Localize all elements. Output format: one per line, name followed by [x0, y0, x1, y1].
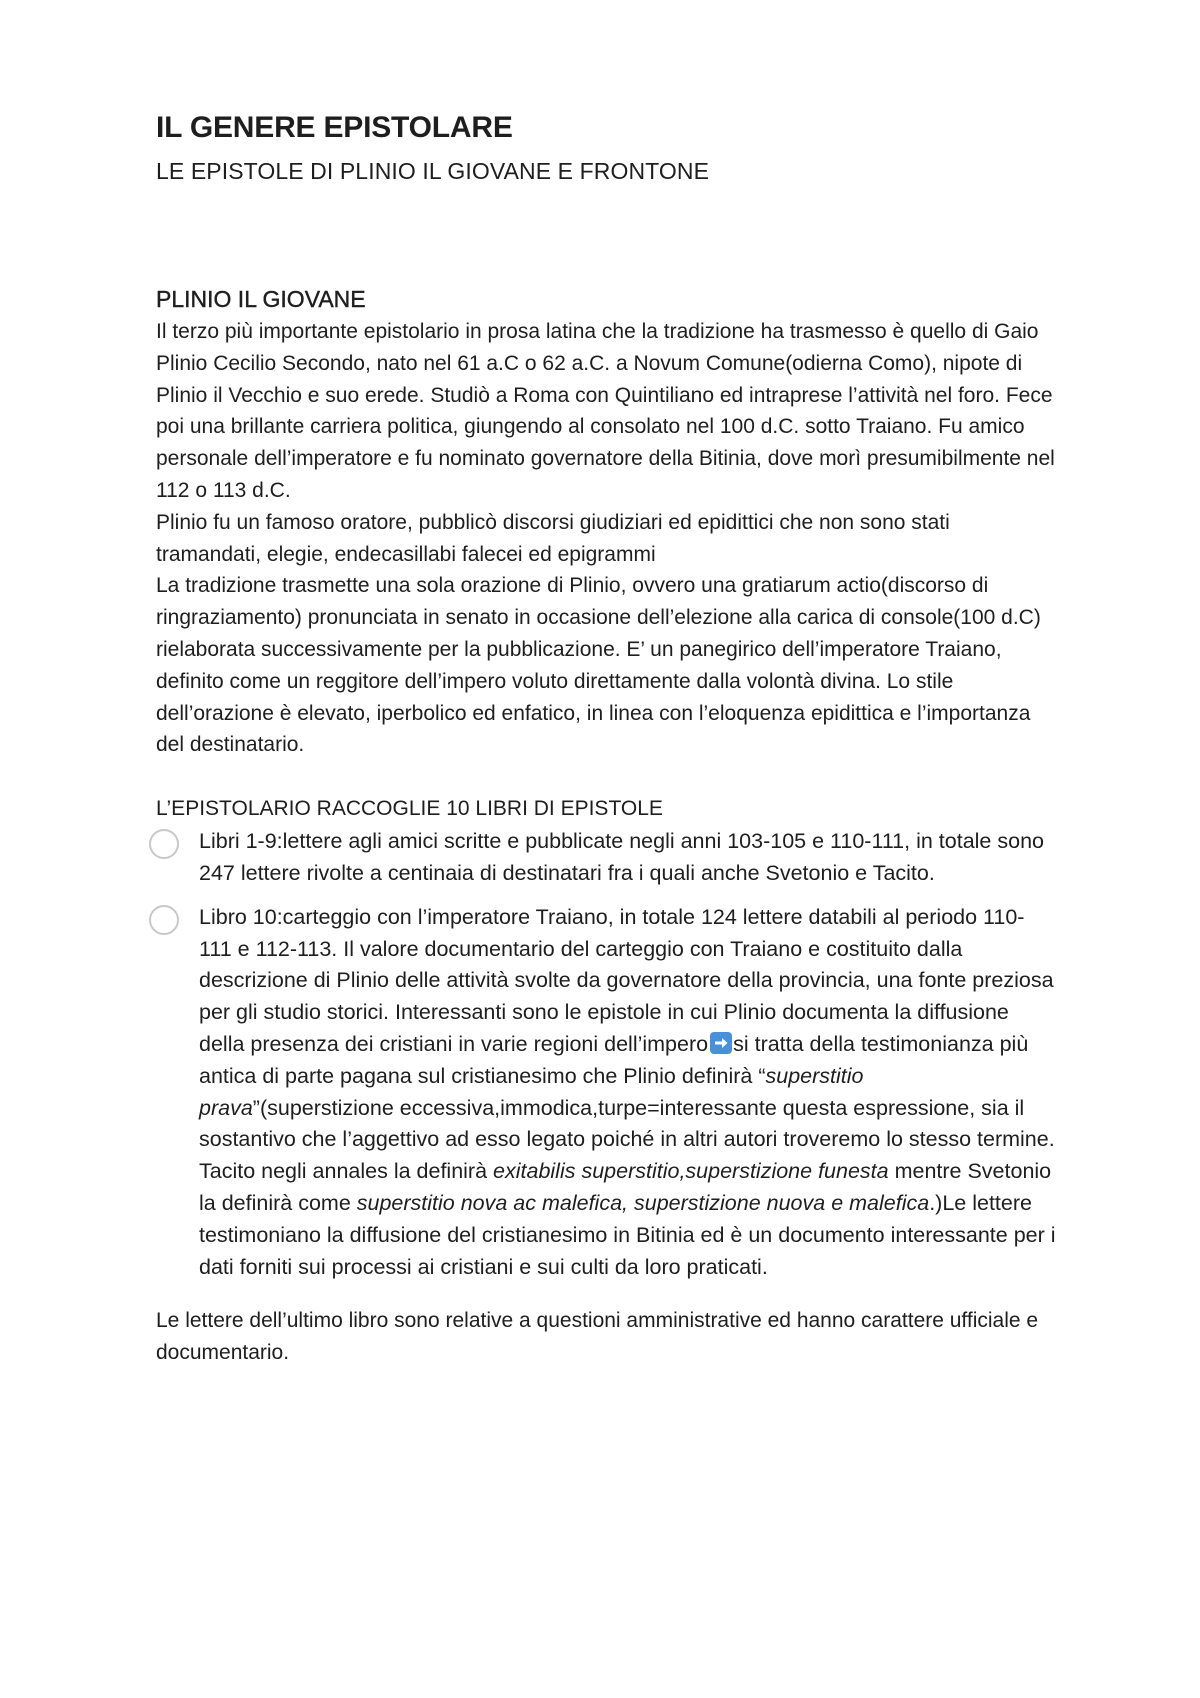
text-segment: mentre Svetonio la definirà come — [199, 1159, 1052, 1215]
text-segment: .)Le lettere testimoniano la diffusione del cristianesimo in Bitinia ed è un documento interessante per i dati forniti sui processi ai cristiani e sui culti da loro praticati. — [199, 1190, 1056, 1279]
paragraph: La tradizione trasmette una sola orazione di Plinio, ovvero una gratiarum actio(discorso di ringraziamento) pronunciata in senato in occasione dell’elezione alla carica di console(100 d.C) rielaborata successivamente per la pubblicazione. E’ un panegirico dell’imperatore Traiano, definito come un reggitore dell’impero voluto direttamente dalla volontà divina. Lo stile dell’orazione è elevato, iperbolico ed enfatico, in linea con l’eloquenza epidittica e l’importanza del destinatario. — [156, 574, 1041, 757]
text-segment: si tratta della testimonianza più antica di parte pagana sul cristianesimo che Plinio definirà “ — [199, 1031, 1029, 1088]
closing-paragraph: Le lettere dell’ultimo libro sono relative a questioni amministrative ed hanno carattere ufficiale e documentario. — [156, 1309, 1039, 1365]
checklist-item-text — [199, 905, 1056, 1279]
checklist-item-text: Libri 1-9:lettere agli amici scritte e pubblicate negli anni 103-105 e 110-111, in totale sono 247 lettere rivolte a centinaia di destinatari fra i quali anche Svetonio e Tacito. — [199, 829, 1044, 885]
italic-term: exitabilis superstitio,superstizione funesta — [493, 1159, 889, 1184]
list-heading: L’EPISTOLARIO RACCOGLIE 10 LIBRI DI EPISTOLE — [156, 797, 663, 821]
text-segment: Libro 10:carteggio con l’imperatore Traiano, in totale 124 lettere databili al periodo 110-111 e 112-113. Il valore documentario del carteggio con Traiano e costituito dalla descrizione di Plinio delle attività svolte da governatore della provincia, una fonte preziosa per gli studio storici. Interessanti sono le epistole in cui Plinio documenta la diffusione della presenza dei cristiani in varie regioni dell’impero — [199, 904, 1054, 1056]
document-subtitle: LE EPISTOLE DI PLINIO IL GIOVANE E FRONTONE — [156, 158, 710, 184]
section-heading: PLINIO IL GIOVANE — [156, 286, 366, 312]
checkbox-circle-icon[interactable] — [149, 905, 179, 935]
document-title: IL GENERE EPISTOLARE — [156, 111, 513, 144]
checklist — [156, 826, 1056, 1283]
section-body — [156, 316, 1056, 761]
checkbox-circle-icon[interactable] — [149, 829, 179, 859]
text-segment: ”(superstizione eccessiva,immodica,turpe=interessante questa espressione, sia il sostantivo che l’aggettivo ad esso legato poiché in altri autori troveremo lo stesso termine. Tacito negli annales la definirà — [199, 1095, 1055, 1184]
checklist-item — [156, 826, 1056, 890]
italic-term: superstitio prava — [199, 1063, 864, 1120]
right-arrow-icon — [710, 1032, 732, 1054]
paragraph: Plinio fu un famoso oratore, pubblicò discorsi giudiziari ed epidittici che non sono stati tramandati, elegie, endecasillabi falecei ed epigrammi — [156, 510, 950, 566]
checklist-item — [156, 902, 1056, 1284]
italic-term: superstitio nova ac malefica, superstizione nuova e malefica — [356, 1190, 930, 1215]
paragraph: Il terzo più importante epistolario in prosa latina che la tradizione ha trasmesso è quello di Gaio Plinio Cecilio Secondo, nato nel 61 a.C o 62 a.C. a Novum Comune(odierna Como), nipote di Plinio il Vecchio e suo erede. Studiò a Roma con Quintiliano ed intraprese l’attività nel foro. Fece poi una brillante carriera politica, giungendo al consolato nel 100 d.C. sotto Traiano. Fu amico personale dell’imperatore e fu nominato governatore della Bitinia, dove morì presumibilmente nel 112 o 113 d.C. — [156, 320, 1055, 502]
document-page — [156, 108, 1056, 1369]
